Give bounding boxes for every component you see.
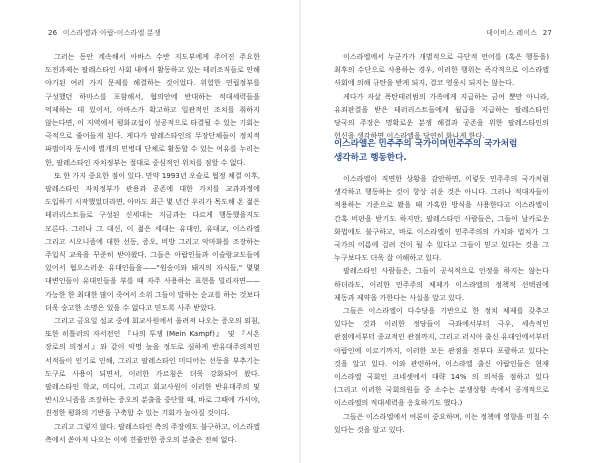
left-paragraph-1: 그러는 동안 계속해서 아바스 수반 지도부에게 주어진 주요한 도전과제는 팔레스타인 사회 내에서 활동하고 있는 테러조직들로 인해 야기된 여러 가지 문제를 해결하는 것이었다. 위험한 연립정부를 구성했던 하마스를 포함해서, 협의안에 반대하는 적대세력들을 억제하는 데 있어서, 아바스가 확고하고 일관적인 조치를 취하지 않는다면, 이 지역에서 평화교섭이 성공적으로 타결될 수 있는 기회는 극적으로 줄어들게 된다. 게다가 팔레스타인의 무장단체들이 정치적 파벌이자 동시에 별개의 민병대 단체로 활동할 수 있는 여유를 누리는 한, 팔레스타인 자치정부는 절대로 중심적인 위치를 점할 수 없다. — [45, 52, 260, 167]
right-paragraph-3: 이스라엘이 직면한 상황을 감안하면, 이렇듯 민주주의 국가처럼 생각하고 행동하는 것이 항상 쉬운 것은 아니다. 그러나 적대자들이 적용하는 기준으로 봤을 때 가혹한 방식을 사용한다고 이스라엘이 간혹 비판을 받기도 하지만, 팔레스타인 사람들은, 그들이 날카로운 화법에도 불구하고, 바로 이스라엘이 민주주의의 가치와 법치가 그 국가의 이름에 걸려 건이 될 수 있다고 그들이 믿고 있다는 것을 그 누구보다도 더욱 잘 이해하고 있다. — [334, 174, 549, 263]
right-body-text-bottom — [334, 172, 549, 436]
left-paragraph-4: 그리고 그렇지 않다. 팔레스타인 측의 주장에도 불구하고, 이스라엘 측에서 쏟아져 나오는 이에 견줄만한 증오의 분출은 전혀 없다. — [45, 421, 260, 444]
right-body-text-top — [334, 50, 549, 142]
right-paragraph-1: 이스라엘에서 누군가가 개별적으로 극단적 언어를 (혹은 행동을) 최후의 수단으로 사용하는 경우, 이러한 행위는 즉각적으로 이스라엘 사회에 의해 규탄을 받게 되지, 결코 영웅시 되지는 않는다. — [334, 52, 549, 88]
right-running-head-title: 데이비스 레이스 — [486, 29, 538, 37]
right-paragraph-2: 게다가 자살 폭탄테러범의 가족에게 지급하는 금여 뿐만 아니라, 유죄판결을 받은 테러리스트들에게 월급을 지급하는 팔레스타인 당국의 주장은 명확로운 분쟁 해결과 공존을 위한 팔레스타인의 헌신을 생각하면 이스라엘을 당연히 화나게 한다. — [334, 91, 549, 141]
left-running-head-title: 이스라엘과 아랍-이스라엘 분쟁 — [62, 29, 161, 37]
right-running-head — [486, 28, 555, 38]
right-paragraph-4: 팔레스타인 사람들은, 그들이 공식적으로 인정을 하지는 않는다 하더라도, 이러한 민주주의 체제가 이스라엘의 정책적 선택권에 제동과 제약을 가한다는 사실을 알고 있다. — [334, 266, 549, 302]
section-heading: 이스라엘은 민주주의 국가이며민주주의 국가처럼 생각하고 행동한다. — [334, 139, 518, 163]
left-paragraph-3: 그리고 금요일 설교 중에 회교사원에서 울려져 나오는 증오의 외침, 또한 히틀러의 자서전인 『나의 투쟁 (Mein Kampf)』 및 『시온 장로의 의정서』와 같이 악명 높을 정도로 심하게 반유대주의적인 서적들이 인기로 인해, 그리고 팔레스타인 미디어는 선동을 부추기는 도구로 사용이 되면서, 이러한 가르침은 더욱 강화되어 왔다. 팔레스타인 학교, 미디어, 그리고 회교사원이 이러한 반유대주의 및 반시오니즘을 조장하는 증오의 분출을 중단할 때, 바로 그때에 가서야, 진정한 평화의 기반을 구축할 수 있는 기회가 높아질 것이다. — [45, 316, 260, 418]
left-paragraph-2: 또 한 가지 중요한 점이 있다. 만약 1993년 오슬로 협정 체결 이후, 팔레스타인 자치정부가 관용과 공존에 대한 가치를 교과과정에 도입하기 시작했었더라면, 아마도 최근 몇 년간 우리가 목도해 온 젊은 테러리스트들로 구성된 신세대는 지금과는 다르게 행동했을지도 모른다. 그러나 그 대신, 이 젊은 세대는 유대인, 유대교, 이스라엘 그리고 시오니즘에 대한 선동, 증오, 비방 그리고 악마화를 조장하는 주입식 교육을 꾸준히 받아왔다. 그들은 아랍인들과 이슬람교도들에 있어서 협오스러운 유대인들을——"원숭이와 돼지의 자식들," 몇몇 대변인들이 유대인들을 부를 때 자주 사용하는 표현을 빌리자면——가능한 한 최대한 많이 죽여서 소위 그들이 말하는 순교를 하는 것보다 더욱 숭고한 소명은 있을 수 없다고 믿도록 사주 받았다. — [45, 170, 260, 312]
left-running-head — [45, 28, 161, 38]
left-page-number: 26 — [48, 29, 58, 37]
right-paragraph-6: 그들은 이스라엘에서 여론이 중요하며, 이는 정책에 영향을 미칠 수 있다는 것을 알고 있다. — [334, 411, 549, 434]
right-page-number: 27 — [542, 29, 552, 37]
right-paragraph-5: 그들은 이스라엘이 다수당을 기반으로 한 정치 체제를 갖추고 있다는 것과 이러한 정당들이 극좌에서부터 극우, 세속적인 관점에서부터 종교적인 관점까지, 그리고 러시아 출신 유대인에서부터 아랍인에 이르기까지, 이러한 모든 관점을 전부다 포괄하고 있다는 것을 알고 있다. 이와 관련하여, 이스라엘 출신 아랍인들은 현재 이스라엘 국회인 크네셋에서 대략 14% 의 의석을 점하고 있다 (그리고 이러한 국회의원들 중 소수는 분쟁상황 속에서 공개적으로 이스라엘의 적대세력을 옹호하기도 했다.) — [334, 306, 549, 408]
left-body-text — [45, 50, 260, 446]
right-page — [300, 0, 600, 463]
